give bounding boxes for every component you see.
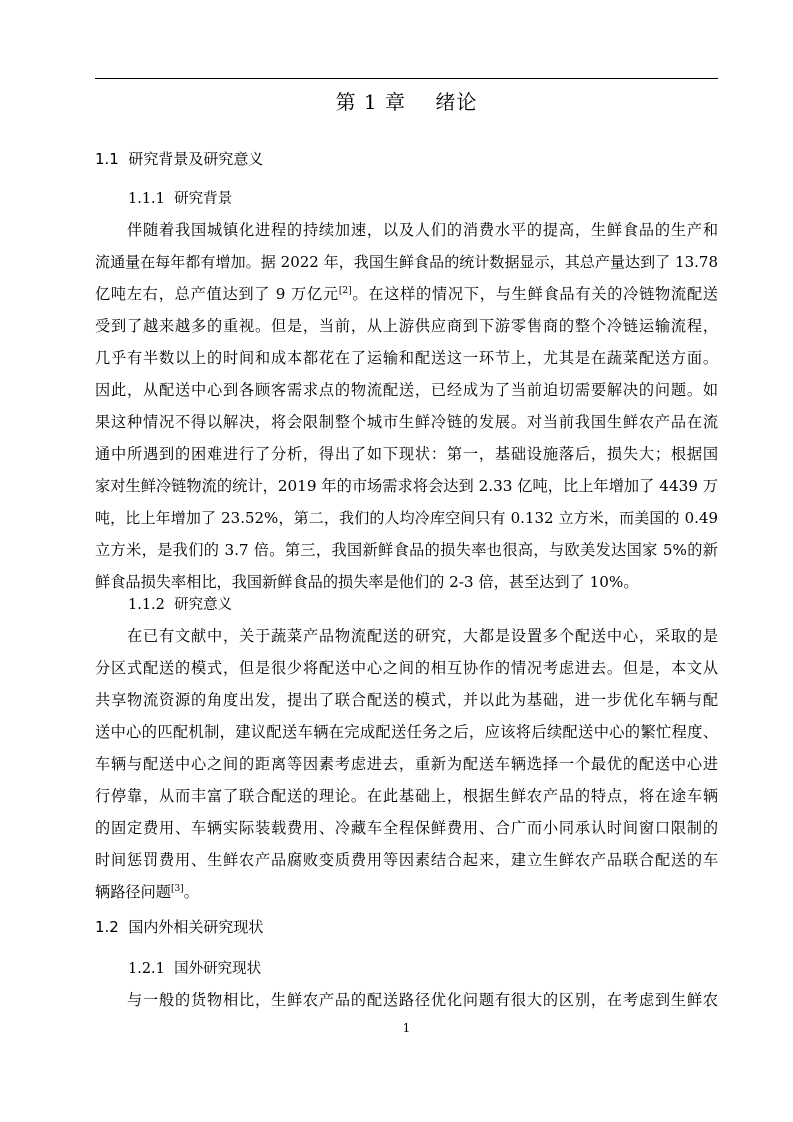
section-number: 1.2: [95, 918, 119, 936]
text-line: 流通量在每年都有增加。据 2022 年，我国生鲜食品的统计数据显示，其总产量达到了 13.78: [95, 253, 718, 271]
text-segment: 亿吨左右，总产值达到了 9 万亿元: [95, 285, 339, 303]
paragraph-significance: [95, 620, 718, 908]
section-heading-1-1: [95, 148, 263, 170]
text-line: [95, 876, 718, 908]
section-title: 研究背景及研究意义: [128, 150, 264, 168]
subsection-title: 研究意义: [174, 597, 233, 613]
subsection-number: 1.1.1: [128, 191, 165, 207]
text-line: 分区式配送的模式，但是很少将配送中心之间的相互协作的情况考虑进去。但是，本文从: [95, 659, 718, 677]
text-line: 共享物流资源的角度出发，提出了联合配送的模式，并以此为基础，进一步优化车辆与配: [95, 691, 718, 709]
text-line: 时间惩罚费用、生鲜农产品腐败变质费用等因素结合起来，建立生鲜农产品联合配送的车: [95, 851, 718, 869]
chapter-title: 第 1 章 绪论: [335, 90, 478, 114]
text-segment: 辆路径问题: [95, 883, 171, 901]
subsection-heading-1-2-1: [128, 958, 261, 980]
text-line: 吨，比上年增加了 23.52%，第二，我们的人均冷库空间只有 0.132 立方米，而美国的 0.49: [95, 509, 718, 527]
text-line: [95, 278, 718, 310]
paragraph-foreign-research: [95, 984, 718, 1016]
text-line: 家对生鲜冷链物流的统计，2019 年的市场需求将会达到 2.33 亿吨，比上年增加了 4439 万: [95, 477, 718, 495]
page-number: 1: [402, 1021, 411, 1035]
subsection-number: 1.1.2: [128, 597, 165, 613]
text-line: 因此，从配送中心到各顾客需求点的物流配送，已经成为了当前迫切需要解决的问题。如: [95, 381, 718, 399]
subsection-number: 1.2.1: [128, 961, 165, 977]
text-segment: 。: [183, 883, 199, 901]
text-line: 几乎有半数以上的时间和成本都花在了运输和配送这一环节上，尤其是在蔬菜配送方面。: [95, 349, 718, 367]
subsection-title: 研究背景: [174, 191, 233, 207]
text-line: 立方米，是我们的 3.7 倍。第三，我国新鲜食品的损失率也很高，与欧美发达国家 5%的新: [95, 541, 718, 559]
section-title: 国内外相关研究现状: [128, 918, 264, 936]
text-line: 受到了越来越多的重视。但是，当前，从上游供应商到下游零售商的整个冷链运输流程，: [95, 317, 718, 335]
text-line: 果这种情况不得以解决，将会限制整个城市生鲜冷链的发展。对当前我国生鲜农产品在流: [95, 413, 718, 431]
text-line: 送中心的匹配机制，建议配送车辆在完成配送任务之后，应该将后续配送中心的繁忙程度、: [95, 723, 718, 741]
text-segment: 。在这样的情况下，与生鲜食品有关的冷链物流配送: [351, 285, 718, 303]
header-rule: [95, 78, 718, 79]
text-line: 鲜食品损失率相比，我国新鲜食品的损失率是他们的 2-3 倍，甚至达到了 10%。: [95, 573, 639, 591]
text-line: 与一般的货物相比，生鲜农产品的配送路径优化问题有很大的区别，在考虑到生鲜农: [127, 991, 718, 1009]
text-line: 的固定费用、车辆实际装载费用、冷藏车全程保鲜费用、合广而小同承认时间窗口限制的: [95, 819, 718, 837]
text-line: 车辆与配送中心之间的距离等因素考虑进去，重新为配送车辆选择一个最优的配送中心进: [95, 755, 718, 773]
paragraph-background: [95, 214, 718, 598]
citation-ref: [2]: [338, 286, 352, 296]
text-line: 通中所遇到的困难进行了分析，得出了如下现状：第一，基础设施落后，损失大；根据国: [95, 445, 718, 463]
text-line: 行停靠，从而丰富了联合配送的理论。在此基础上，根据生鲜农产品的特点，将在途车辆: [95, 787, 718, 805]
subsection-heading-1-1-2: [128, 594, 232, 616]
subsection-title: 国外研究现状: [174, 961, 262, 977]
section-number: 1.1: [95, 150, 119, 168]
section-heading-1-2: [95, 916, 263, 938]
text-line: 在已有文献中，关于蔬菜产品物流配送的研究，大都是设置多个配送中心，采取的是: [127, 627, 718, 645]
text-line: 伴随着我国城镇化进程的持续加速，以及人们的消费水平的提高，生鲜食品的生产和: [127, 221, 718, 239]
citation-ref: [3]: [170, 884, 184, 894]
subsection-heading-1-1-1: [128, 188, 232, 210]
